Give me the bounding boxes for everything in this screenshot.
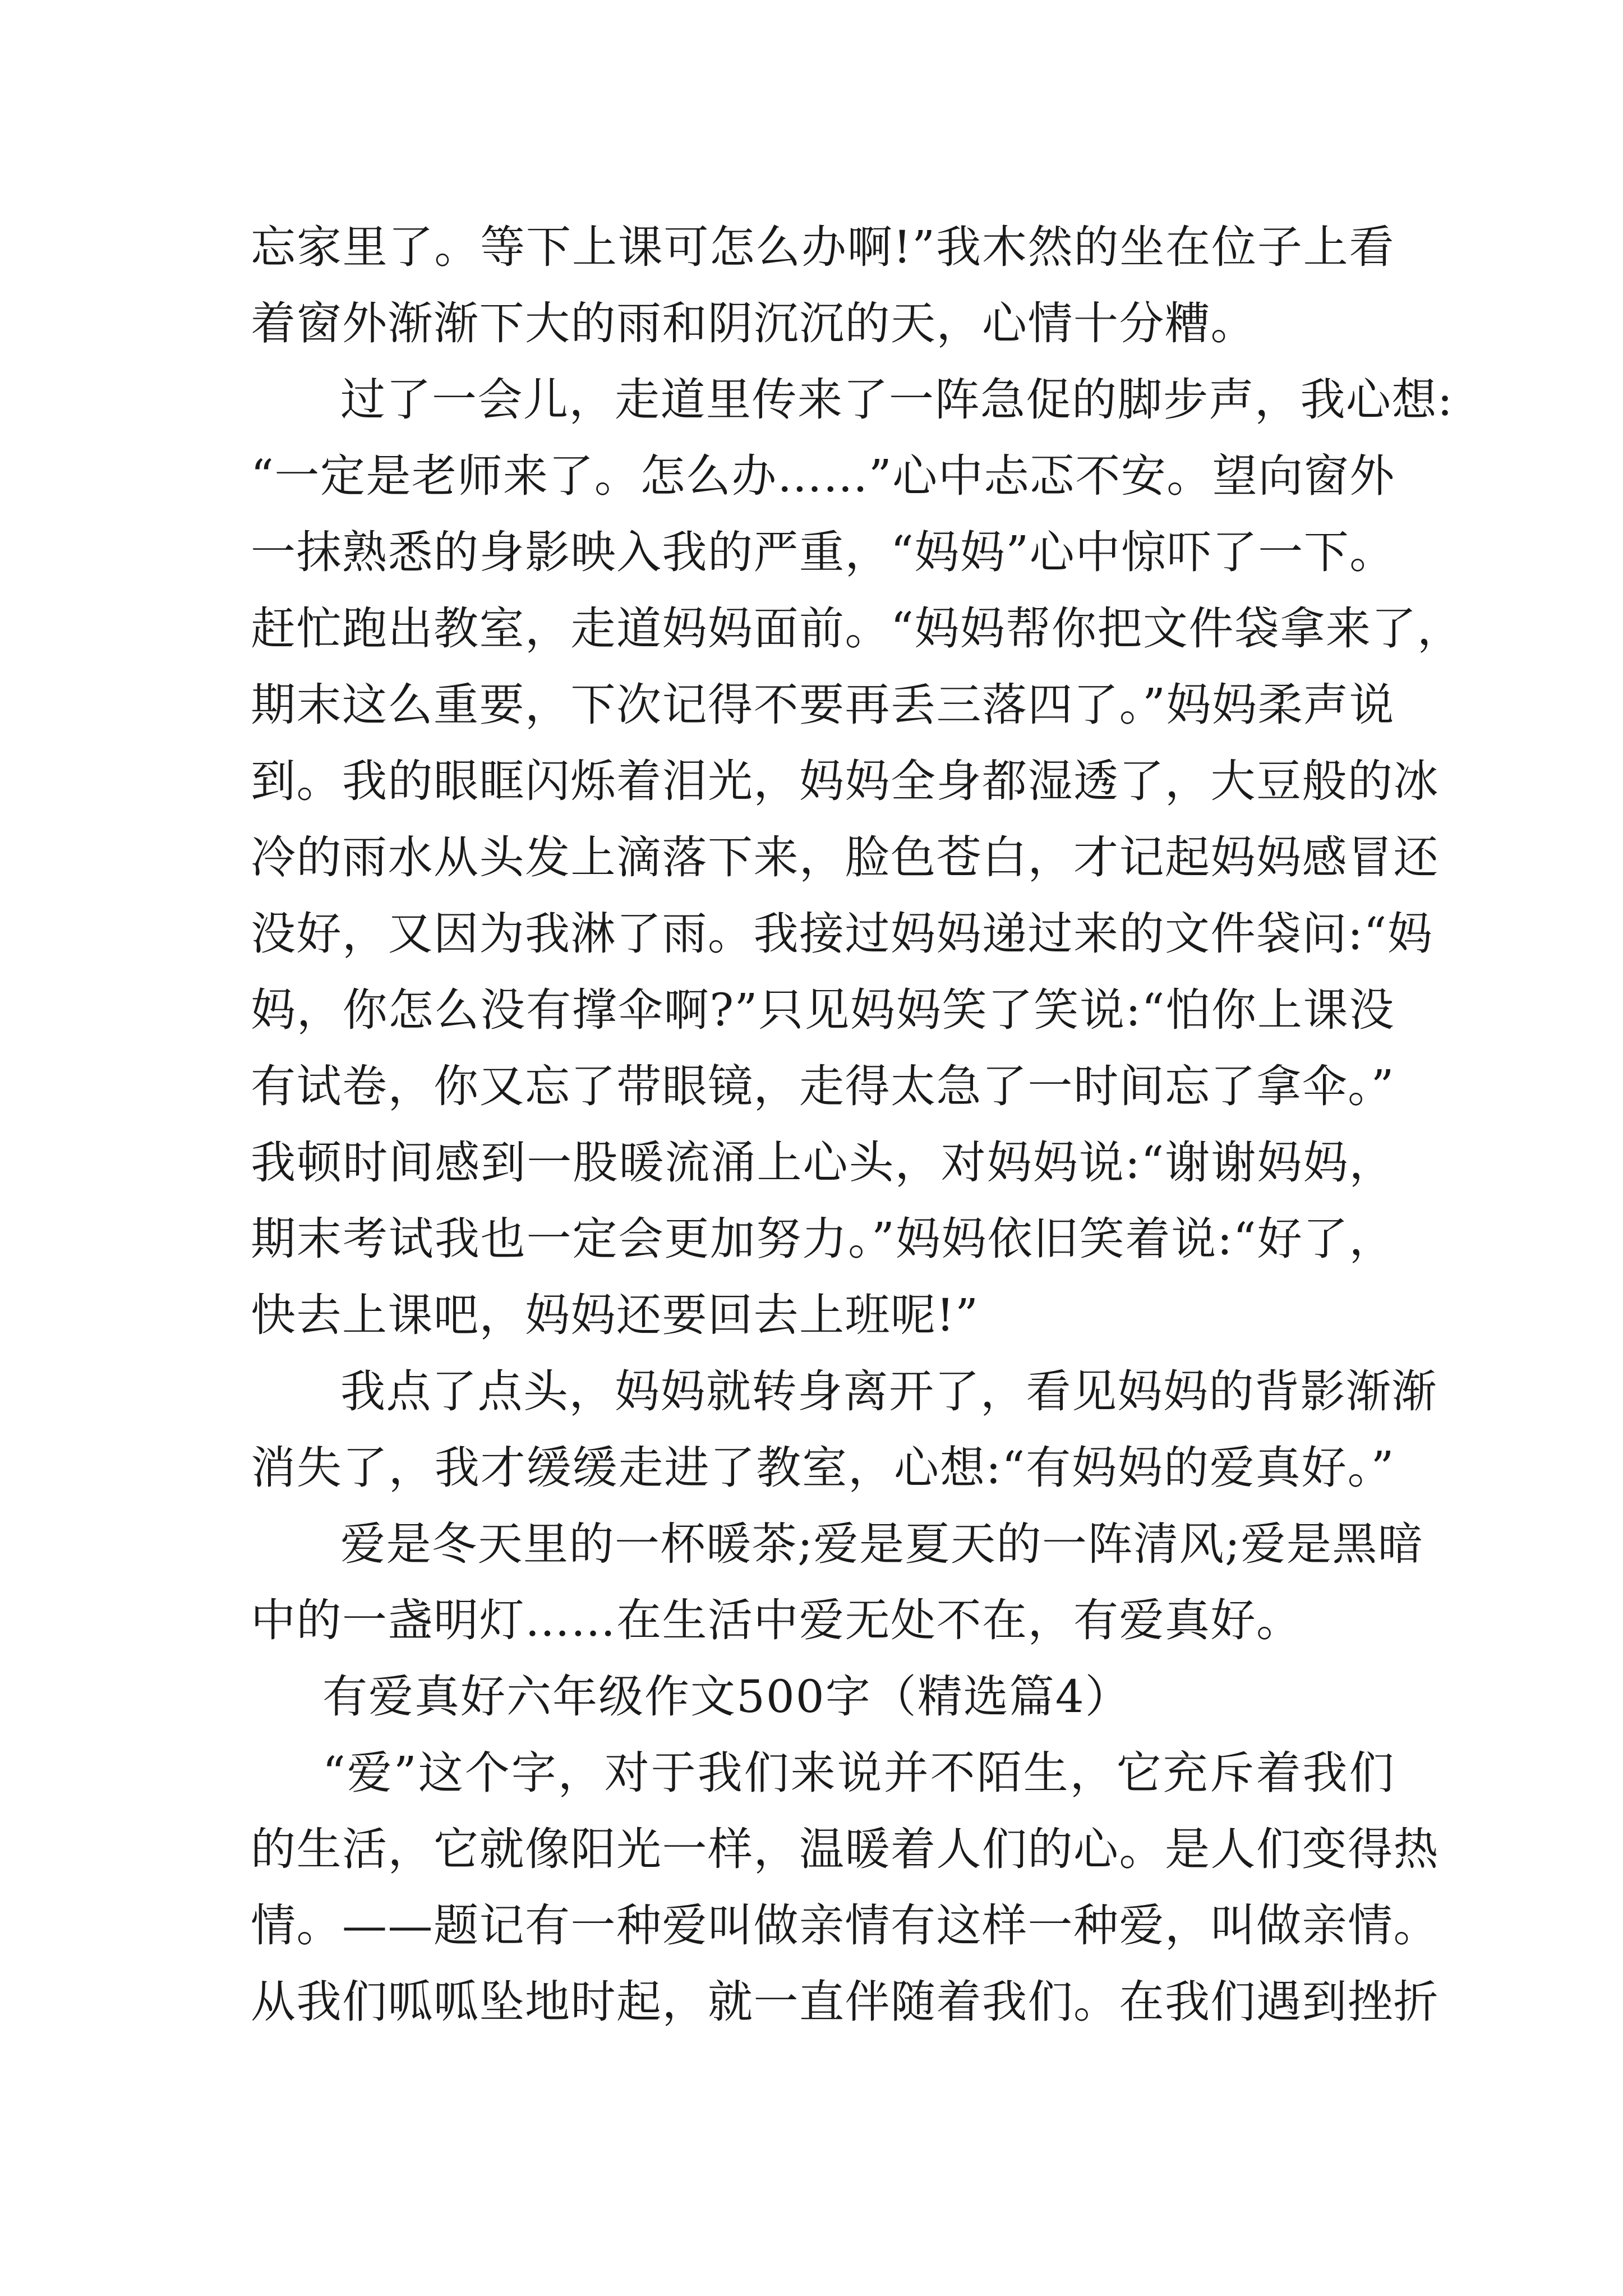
- text-line: 爱是冬天里的一杯暖茶;爱是夏天的一阵清风;爱是黑暗: [340, 1518, 1424, 1570]
- text-line: 妈，你怎么没有撑伞啊?”只见妈妈笑了笑说:“怕你上课没: [251, 984, 1395, 1036]
- text-line: 到。我的眼眶闪烁着泪光，妈妈全身都湿透了，大豆般的冰: [251, 755, 1439, 807]
- text-line: “一定是老师来了。怎么办……”心中忐忑不安。望向窗外: [251, 450, 1395, 502]
- text-line: 期末这么重要，下次记得不要再丢三落四了。”妈妈柔声说: [251, 679, 1395, 731]
- text-line: 一抹熟悉的身影映入我的严重，“妈妈”心中惊吓了一下。: [251, 526, 1395, 578]
- text-line: 的生活，它就像阳光一样，温暖着人们的心。是人们变得热: [251, 1823, 1439, 1875]
- text-line: 赶忙跑出教室，走道妈妈面前。“妈妈帮你把文件袋拿来了，: [251, 602, 1463, 655]
- text-line: 快去上课吧，妈妈还要回去上班呢!”: [251, 1289, 979, 1341]
- text-line: 中的一盏明灯……在生活中爱无处不在，有爱真好。: [251, 1594, 1302, 1646]
- text-line: 期末考试我也一定会更加努力。”妈妈依旧笑着说:“好了，: [251, 1213, 1395, 1265]
- text-line: 我点了点头，妈妈就转身离开了，看见妈妈的背影渐渐: [340, 1365, 1437, 1418]
- text-line: 消失了，我才缓缓走进了教室，心想:“有妈妈的爱真好。”: [251, 1442, 1395, 1494]
- text-line: 有试卷，你又忘了带眼镜，走得太急了一时间忘了拿伞。”: [251, 1060, 1395, 1112]
- section-heading: 有爱真好六年级作文500字（精选篇4）: [322, 1671, 1131, 1723]
- text-line: 我顿时间感到一股暖流涌上心头，对妈妈说:“谢谢妈妈，: [251, 1137, 1395, 1189]
- text-line: 忘家里了。等下上课可怎么办啊!”我木然的坐在位子上看: [251, 221, 1395, 273]
- text-line: 从我们呱呱坠地时起，就一直伴随着我们。在我们遇到挫折: [251, 1976, 1439, 2028]
- text-line: “爱”这个字，对于我们来说并不陌生，它充斥着我们: [322, 1747, 1395, 1799]
- text-line: 着窗外渐渐下大的雨和阴沉沉的天，心情十分糟。: [251, 297, 1256, 349]
- text-line: 冷的雨水从头发上滴落下来，脸色苍白，才记起妈妈感冒还: [251, 831, 1439, 884]
- text-line: 过了一会儿，走道里传来了一阵急促的脚步声，我心想:: [340, 374, 1454, 426]
- text-line: 情。——题记有一种爱叫做亲情有这样一种爱，叫做亲情。: [251, 1899, 1439, 1952]
- text-line: 没好，又因为我淋了雨。我接过妈妈递过来的文件袋问:“妈: [251, 908, 1433, 960]
